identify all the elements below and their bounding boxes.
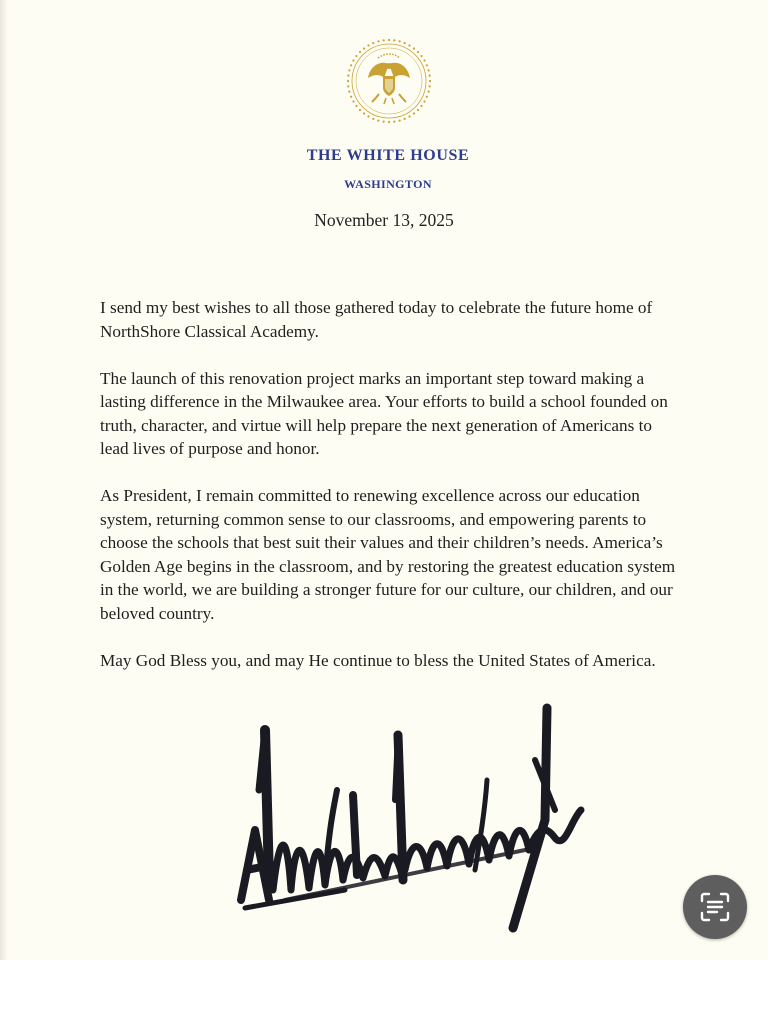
presidential-seal-icon — [344, 36, 434, 126]
handwritten-signature — [225, 700, 595, 940]
letter-paragraph: As President, I remain committed to renewing excellence across our education system, returning common sense to our classrooms, and empowering parents to choose the schools that best suit their values and their children’s needs. America’s Golden Age begins in the classroom, and by restoring the greatest education system in the world, we are building a stronger future for our culture, our children, and our beloved country. — [100, 486, 676, 623]
scan-text-button[interactable] — [683, 875, 747, 939]
letter-paragraph: I send my best wishes to all those gathered today to celebrate the future home of NorthShore Classical Academy. — [100, 298, 653, 341]
letter-paragraph: May God Bless you, and may He continue to bless the United States of America. — [100, 650, 656, 670]
scan-text-icon — [698, 890, 732, 924]
letter-body — [100, 296, 680, 696]
letterhead-title: THE WHITE HOUSE — [306, 147, 470, 164]
page-edge-shadow — [0, 0, 8, 960]
letter-date: November 13, 2025 — [314, 210, 454, 230]
letter-paragraph: The launch of this renovation project marks an important step toward making a lasting difference in the Milwaukee area. Your efforts to build a school founded on truth, character, and virtue will help prepare the next generation of Americans to lead lives of purpose and honor. — [100, 368, 668, 458]
letterhead-subtitle: WASHINGTON — [344, 177, 432, 191]
bottom-blank-area — [0, 960, 768, 1024]
